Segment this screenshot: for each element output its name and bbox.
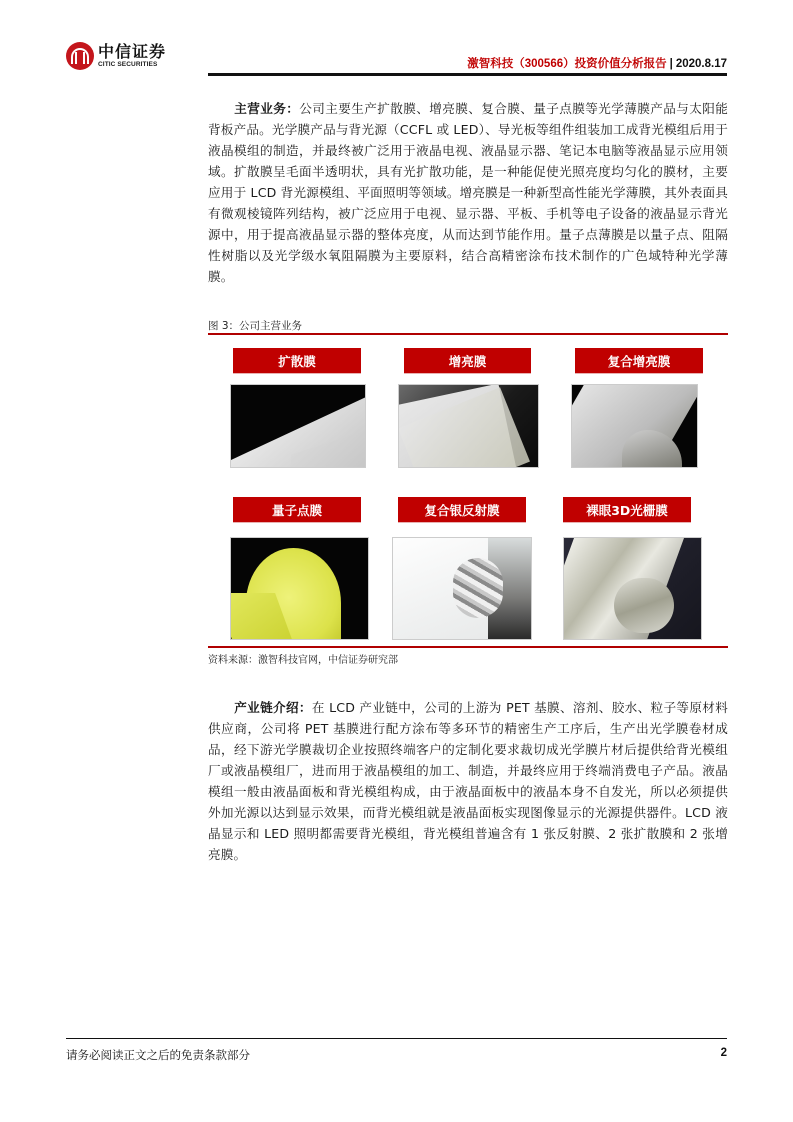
tile-label-brightness-film: 增亮膜 xyxy=(404,348,531,373)
main-business-text: 公司主要生产扩散膜、增亮膜、复合膜、量子点膜等光学薄膜产品与太阳能背板产品。光学膜产品与背光源（CCFL 或 LED）、导光板等组件组装加工成背光模组后用于液晶模组的制造，并最终被广泛用于液晶电视、液晶显示器、笔记本电脑等液晶显示应用领域。扩散膜呈毛面半透明状，具有光扩散功能，是一种能促使光照亮度均匀化的膜材，主要应用于 LCD 背光源模组、平面照明等领域。增亮膜是一种新型高性能光学薄膜，其外表面具有微观棱镜阵列结构，被广泛应用于电视、显示器、平板、手机等电子设备的液晶显示背光源中，用于提高液晶显示器的整体亮度，从而达到节能作用。量子点薄膜是以量子点、阻隔性树脂以及光学级水氧阻隔膜为主要原料，结合高精密涂布技术制作的广色域特种光学薄膜。 xyxy=(208,101,729,284)
tile-label-diffusion-film: 扩散膜 xyxy=(233,348,361,373)
citic-logo-icon xyxy=(66,42,94,70)
industry-chain-paragraph xyxy=(208,697,728,865)
report-date: 2020.8.17 xyxy=(675,58,727,70)
figure-caption: 图 3：公司主营业务 xyxy=(208,320,303,332)
composite-silver-reflective-film-image xyxy=(392,537,532,640)
tile-label-silver-reflective-film: 复合银反射膜 xyxy=(398,497,526,522)
figure-top-rule xyxy=(208,333,728,335)
naked-eye-3d-grating-film-image xyxy=(563,537,702,640)
industry-chain-text: 在 LCD 产业链中，公司的上游为 PET 基膜、溶剂、胶水、粒子等原材料供应商，公司将 PET 基膜进行配方涂布等多环节的精密生产工序后，生产出光学膜卷材成品，经下游光学膜裁切企业按照终端客户的定制化要求裁切成光学膜片材后提供给背光模组厂或液晶模组厂，进而用于液晶模组的加工、制造，并最终应用于终端消费电子产品。液晶模组一般由液晶面板和背光模组构成，由于液晶面板中的液晶本身不自发光，所以必须提供外加光源以达到显示效果，而背光模组就是液晶面板实现图像显示的光源提供器件。LCD 液晶显示和 LED 照明都需要背光模组，背光模组普遍含有 1 张反射膜、2 张扩散膜和 2 张增亮膜。 xyxy=(208,700,728,862)
header-divider xyxy=(208,73,727,76)
footer-divider xyxy=(66,1038,727,1039)
tile-label-3d-grating-film: 裸眼3D光栅膜 xyxy=(563,497,691,522)
industry-chain-lead: 产业链介绍： xyxy=(234,700,312,715)
quantum-dot-film-image xyxy=(230,537,369,640)
figure-bottom-rule xyxy=(208,646,728,648)
composite-brightness-film-image xyxy=(571,384,698,468)
report-header xyxy=(467,55,727,71)
figure-source: 资料来源：激智科技官网，中信证券研究部 xyxy=(208,655,398,666)
tile-label-quantum-dot-film: 量子点膜 xyxy=(233,497,361,522)
report-title: 激智科技（300566）投资价值分析报告 xyxy=(467,58,667,70)
footer-disclaimer: 请务必阅读正文之后的免责条款部分 xyxy=(66,1048,250,1062)
main-business-lead: 主营业务： xyxy=(234,101,300,116)
logo-english-name: CITIC SECURITIES xyxy=(98,60,158,68)
tile-label-composite-brightness-film: 复合增亮膜 xyxy=(575,348,703,373)
page-number: 2 xyxy=(720,1047,727,1059)
main-business-paragraph xyxy=(208,98,728,287)
citic-securities-logo xyxy=(66,40,176,72)
diffusion-film-image xyxy=(230,384,366,468)
logo-chinese-name: 中信证券 xyxy=(98,41,167,61)
header-separator: | xyxy=(669,58,673,70)
brightness-enhancement-film-image xyxy=(398,384,539,468)
